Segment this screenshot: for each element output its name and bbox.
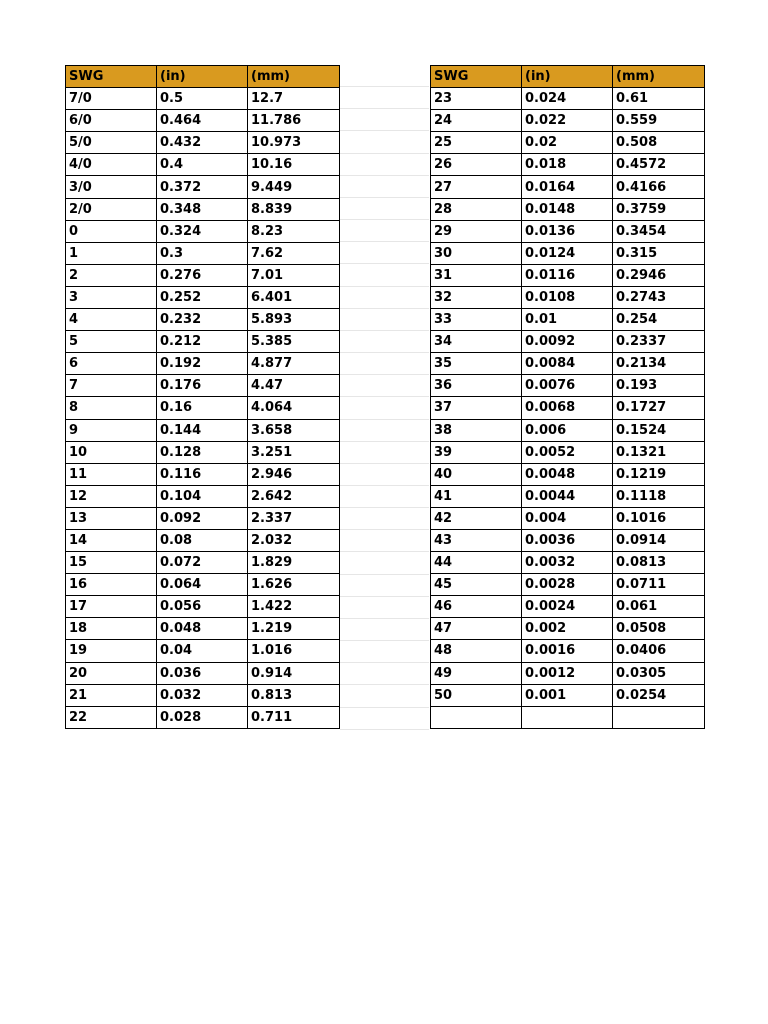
cell-inches: 0.064	[157, 574, 248, 596]
cell-inches: 0.018	[522, 154, 613, 176]
cell-mm: 0.0406	[613, 640, 705, 662]
cell-swg: 31	[431, 264, 522, 286]
cell-mm: 0.315	[613, 242, 705, 264]
cell-mm: 0.3759	[613, 198, 705, 220]
cell-inches: 0.092	[157, 507, 248, 529]
cell-swg: 20	[66, 662, 157, 684]
cell-swg: 9	[66, 419, 157, 441]
table-row	[431, 198, 705, 220]
cell-mm: 8.23	[248, 220, 340, 242]
cell-swg: 11	[66, 463, 157, 485]
cell-inches: 0.4	[157, 154, 248, 176]
cell-inches: 0.0048	[522, 463, 613, 485]
cell-mm: 0.1219	[613, 463, 705, 485]
cell-swg: 4	[66, 309, 157, 331]
cell-swg: 8	[66, 397, 157, 419]
cell-inches: 0.3	[157, 242, 248, 264]
gridline	[340, 287, 429, 309]
table-row	[66, 132, 340, 154]
table-row	[431, 706, 705, 728]
cell-swg: 16	[66, 574, 157, 596]
cell-swg	[431, 706, 522, 728]
cell-mm: 2.946	[248, 463, 340, 485]
gridline	[340, 154, 429, 176]
gridline	[340, 353, 429, 375]
table-row	[66, 618, 340, 640]
cell-inches: 0.144	[157, 419, 248, 441]
cell-mm: 0.193	[613, 375, 705, 397]
cell-mm: 0.2946	[613, 264, 705, 286]
cell-inches: 0.0044	[522, 485, 613, 507]
cell-mm: 0.061	[613, 596, 705, 618]
cell-swg: 24	[431, 110, 522, 132]
table-row	[66, 463, 340, 485]
cell-mm: 0.0305	[613, 662, 705, 684]
table-row	[431, 662, 705, 684]
table-row	[66, 353, 340, 375]
cell-inches: 0.0012	[522, 662, 613, 684]
table-header-row	[66, 66, 340, 88]
table-row	[431, 154, 705, 176]
cell-inches: 0.324	[157, 220, 248, 242]
cell-mm: 0.0914	[613, 529, 705, 551]
cell-inches: 0.006	[522, 419, 613, 441]
cell-swg: 49	[431, 662, 522, 684]
cell-swg: 39	[431, 441, 522, 463]
cell-inches: 0.0068	[522, 397, 613, 419]
cell-inches: 0.0016	[522, 640, 613, 662]
cell-mm: 0.1524	[613, 419, 705, 441]
table-row	[66, 331, 340, 353]
cell-mm: 1.016	[248, 640, 340, 662]
table-row	[66, 662, 340, 684]
cell-mm: 11.786	[248, 110, 340, 132]
cell-mm: 2.642	[248, 485, 340, 507]
cell-mm: 0.1727	[613, 397, 705, 419]
cell-mm: 3.658	[248, 419, 340, 441]
gridline	[340, 641, 429, 663]
cell-swg: 29	[431, 220, 522, 242]
cell-inches: 0.0032	[522, 552, 613, 574]
cell-mm: 5.893	[248, 309, 340, 331]
table-header-row	[431, 66, 705, 88]
cell-inches: 0.072	[157, 552, 248, 574]
cell-mm: 6.401	[248, 286, 340, 308]
cell-inches: 0.02	[522, 132, 613, 154]
cell-swg: 45	[431, 574, 522, 596]
gridline	[340, 619, 429, 641]
table-row	[431, 485, 705, 507]
cell-swg: 40	[431, 463, 522, 485]
cell-inches: 0.0136	[522, 220, 613, 242]
cell-mm: 0.1118	[613, 485, 705, 507]
cell-mm: 0.0813	[613, 552, 705, 574]
table-row	[66, 596, 340, 618]
table-row	[431, 596, 705, 618]
table-row	[431, 397, 705, 419]
cell-inches: 0.0116	[522, 264, 613, 286]
cell-swg: 46	[431, 596, 522, 618]
header-swg: SWG	[431, 66, 522, 88]
table-row	[431, 618, 705, 640]
cell-mm: 0.508	[613, 132, 705, 154]
blank-gridlines	[340, 65, 429, 730]
cell-inches: 0.128	[157, 441, 248, 463]
cell-swg: 10	[66, 441, 157, 463]
table-row	[66, 507, 340, 529]
cell-inches: 0.252	[157, 286, 248, 308]
table-row	[66, 110, 340, 132]
cell-inches: 0.01	[522, 309, 613, 331]
cell-mm: 9.449	[248, 176, 340, 198]
gridline	[340, 65, 429, 87]
cell-mm: 8.839	[248, 198, 340, 220]
cell-mm: 1.219	[248, 618, 340, 640]
header-mm: (mm)	[248, 66, 340, 88]
table-row	[431, 309, 705, 331]
cell-inches: 0.232	[157, 309, 248, 331]
cell-inches: 0.464	[157, 110, 248, 132]
header-swg: SWG	[66, 66, 157, 88]
table-row	[66, 220, 340, 242]
cell-mm: 0.711	[248, 706, 340, 728]
cell-swg: 32	[431, 286, 522, 308]
table-row	[431, 463, 705, 485]
cell-inches: 0.032	[157, 684, 248, 706]
table-row	[66, 309, 340, 331]
header-inches: (in)	[157, 66, 248, 88]
cell-mm	[613, 706, 705, 728]
cell-swg: 30	[431, 242, 522, 264]
cell-mm: 4.47	[248, 375, 340, 397]
cell-mm: 0.4166	[613, 176, 705, 198]
cell-swg: 5	[66, 331, 157, 353]
swg-table-right	[430, 65, 705, 729]
cell-inches: 0.432	[157, 132, 248, 154]
cell-inches: 0.0036	[522, 529, 613, 551]
cell-mm: 2.032	[248, 529, 340, 551]
table-row	[66, 242, 340, 264]
cell-mm: 1.422	[248, 596, 340, 618]
cell-mm: 5.385	[248, 331, 340, 353]
cell-mm: 0.914	[248, 662, 340, 684]
table-row	[66, 154, 340, 176]
gridline	[340, 464, 429, 486]
swg-table-left	[65, 65, 340, 729]
table-row	[431, 88, 705, 110]
gridline	[340, 530, 429, 552]
cell-swg: 4/0	[66, 154, 157, 176]
cell-swg: 47	[431, 618, 522, 640]
gridline	[340, 597, 429, 619]
gridline	[340, 708, 429, 730]
cell-inches: 0.176	[157, 375, 248, 397]
cell-mm: 4.877	[248, 353, 340, 375]
cell-mm: 10.973	[248, 132, 340, 154]
table-row	[431, 110, 705, 132]
table-row	[66, 441, 340, 463]
cell-mm: 0.61	[613, 88, 705, 110]
gridline	[340, 508, 429, 530]
cell-inches: 0.036	[157, 662, 248, 684]
cell-swg: 27	[431, 176, 522, 198]
table-row	[66, 375, 340, 397]
cell-inches	[522, 706, 613, 728]
cell-inches: 0.0076	[522, 375, 613, 397]
cell-swg: 33	[431, 309, 522, 331]
cell-swg: 37	[431, 397, 522, 419]
table-row	[431, 574, 705, 596]
header-inches: (in)	[522, 66, 613, 88]
table-row	[431, 640, 705, 662]
table-row	[431, 331, 705, 353]
table-row	[431, 419, 705, 441]
cell-swg: 6/0	[66, 110, 157, 132]
table-row	[431, 441, 705, 463]
cell-swg: 19	[66, 640, 157, 662]
table-row	[66, 640, 340, 662]
table-row	[66, 419, 340, 441]
cell-swg: 43	[431, 529, 522, 551]
cell-inches: 0.08	[157, 529, 248, 551]
cell-swg: 7	[66, 375, 157, 397]
gridline	[340, 685, 429, 707]
cell-inches: 0.0024	[522, 596, 613, 618]
cell-swg: 6	[66, 353, 157, 375]
gridline	[340, 109, 429, 131]
cell-mm: 0.0508	[613, 618, 705, 640]
cell-swg: 42	[431, 507, 522, 529]
table-row	[431, 507, 705, 529]
cell-inches: 0.0028	[522, 574, 613, 596]
cell-inches: 0.001	[522, 684, 613, 706]
table-row	[66, 397, 340, 419]
cell-swg: 22	[66, 706, 157, 728]
gridline	[340, 663, 429, 685]
cell-mm: 0.3454	[613, 220, 705, 242]
gridline	[340, 198, 429, 220]
cell-inches: 0.0092	[522, 331, 613, 353]
cell-swg: 21	[66, 684, 157, 706]
table-row	[66, 485, 340, 507]
cell-inches: 0.0052	[522, 441, 613, 463]
gridline	[340, 220, 429, 242]
cell-mm: 0.2743	[613, 286, 705, 308]
cell-swg: 0	[66, 220, 157, 242]
cell-swg: 26	[431, 154, 522, 176]
cell-mm: 0.1321	[613, 441, 705, 463]
cell-inches: 0.022	[522, 110, 613, 132]
gridline	[340, 375, 429, 397]
cell-inches: 0.004	[522, 507, 613, 529]
cell-swg: 44	[431, 552, 522, 574]
cell-swg: 34	[431, 331, 522, 353]
table-row	[431, 552, 705, 574]
table-row	[431, 264, 705, 286]
gridline	[340, 309, 429, 331]
cell-swg: 7/0	[66, 88, 157, 110]
cell-mm: 0.813	[248, 684, 340, 706]
table-row	[66, 552, 340, 574]
cell-inches: 0.0164	[522, 176, 613, 198]
cell-mm: 0.254	[613, 309, 705, 331]
cell-swg: 18	[66, 618, 157, 640]
cell-mm: 2.337	[248, 507, 340, 529]
cell-inches: 0.212	[157, 331, 248, 353]
table-row	[66, 529, 340, 551]
cell-inches: 0.16	[157, 397, 248, 419]
cell-inches: 0.104	[157, 485, 248, 507]
cell-mm: 10.16	[248, 154, 340, 176]
cell-mm: 7.01	[248, 264, 340, 286]
table-row	[66, 88, 340, 110]
table-row	[431, 353, 705, 375]
cell-inches: 0.0124	[522, 242, 613, 264]
cell-mm: 0.559	[613, 110, 705, 132]
cell-mm: 0.2337	[613, 331, 705, 353]
cell-mm: 12.7	[248, 88, 340, 110]
cell-swg: 50	[431, 684, 522, 706]
cell-mm: 0.4572	[613, 154, 705, 176]
gridline	[340, 442, 429, 464]
cell-swg: 38	[431, 419, 522, 441]
gridline	[340, 331, 429, 353]
cell-swg: 2	[66, 264, 157, 286]
cell-inches: 0.0148	[522, 198, 613, 220]
cell-mm: 1.829	[248, 552, 340, 574]
gridline	[340, 264, 429, 286]
table-row	[431, 684, 705, 706]
gridline	[340, 552, 429, 574]
table-row	[431, 375, 705, 397]
cell-swg: 3/0	[66, 176, 157, 198]
cell-inches: 0.116	[157, 463, 248, 485]
cell-mm: 0.1016	[613, 507, 705, 529]
cell-mm: 0.0711	[613, 574, 705, 596]
table-row	[66, 684, 340, 706]
cell-mm: 3.251	[248, 441, 340, 463]
table-row	[66, 198, 340, 220]
cell-inches: 0.04	[157, 640, 248, 662]
gridline	[340, 575, 429, 597]
table-row	[431, 242, 705, 264]
cell-swg: 23	[431, 88, 522, 110]
table-row	[66, 574, 340, 596]
table-row	[66, 286, 340, 308]
cell-inches: 0.024	[522, 88, 613, 110]
gridline	[340, 131, 429, 153]
cell-swg: 2/0	[66, 198, 157, 220]
cell-swg: 48	[431, 640, 522, 662]
cell-inches: 0.372	[157, 176, 248, 198]
table-row	[431, 529, 705, 551]
cell-inches: 0.0084	[522, 353, 613, 375]
cell-mm: 7.62	[248, 242, 340, 264]
gridline	[340, 87, 429, 109]
cell-swg: 12	[66, 485, 157, 507]
table-row	[66, 706, 340, 728]
cell-swg: 28	[431, 198, 522, 220]
table-row	[66, 176, 340, 198]
gridline	[340, 486, 429, 508]
cell-inches: 0.028	[157, 706, 248, 728]
cell-swg: 5/0	[66, 132, 157, 154]
cell-swg: 35	[431, 353, 522, 375]
gridline	[340, 242, 429, 264]
cell-mm: 4.064	[248, 397, 340, 419]
cell-swg: 13	[66, 507, 157, 529]
cell-swg: 14	[66, 529, 157, 551]
cell-swg: 15	[66, 552, 157, 574]
cell-inches: 0.002	[522, 618, 613, 640]
cell-mm: 1.626	[248, 574, 340, 596]
table-row	[431, 176, 705, 198]
cell-inches: 0.056	[157, 596, 248, 618]
cell-swg: 25	[431, 132, 522, 154]
table-row	[431, 132, 705, 154]
cell-inches: 0.348	[157, 198, 248, 220]
cell-inches: 0.048	[157, 618, 248, 640]
cell-inches: 0.192	[157, 353, 248, 375]
gridline	[340, 397, 429, 419]
gridline	[340, 176, 429, 198]
cell-swg: 1	[66, 242, 157, 264]
cell-swg: 41	[431, 485, 522, 507]
table-row	[66, 264, 340, 286]
cell-inches: 0.0108	[522, 286, 613, 308]
table-row	[431, 286, 705, 308]
cell-swg: 36	[431, 375, 522, 397]
cell-mm: 0.2134	[613, 353, 705, 375]
header-mm: (mm)	[613, 66, 705, 88]
cell-mm: 0.0254	[613, 684, 705, 706]
table-row	[431, 220, 705, 242]
cell-inches: 0.276	[157, 264, 248, 286]
cell-inches: 0.5	[157, 88, 248, 110]
cell-swg: 17	[66, 596, 157, 618]
gridline	[340, 420, 429, 442]
cell-swg: 3	[66, 286, 157, 308]
